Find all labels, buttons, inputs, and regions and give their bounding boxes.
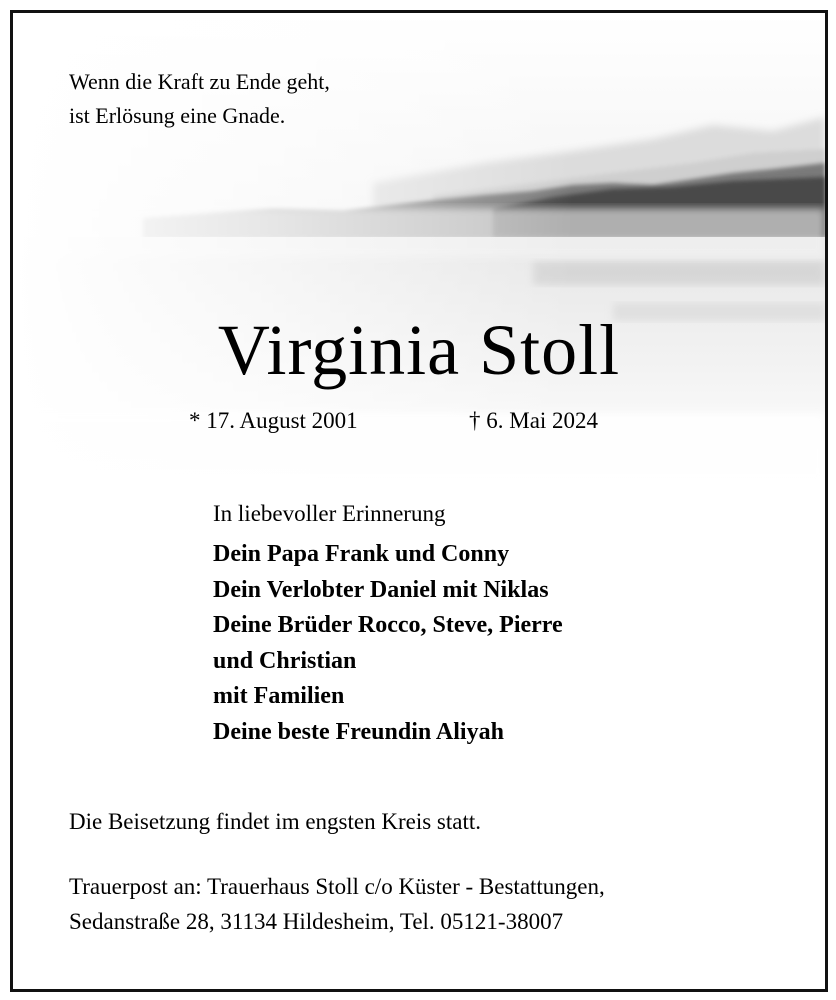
obituary-frame: [10, 10, 828, 992]
mourner-line: Deine Brüder Rocco, Steve, Pierre: [213, 612, 563, 638]
condolence-address: [69, 869, 605, 939]
birth-date: * 17. August 2001: [189, 408, 358, 433]
memorial-quote: [69, 65, 330, 133]
funeral-note: Die Beisetzung findet im engsten Kreis statt.: [69, 809, 481, 834]
quote-line-1: Wenn die Kraft zu Ende geht,: [69, 69, 330, 94]
death-date: † 6. Mai 2024: [469, 408, 599, 433]
mourner-line: und Christian: [213, 647, 357, 674]
mourner-line: mit Familien: [213, 683, 345, 709]
address-line-2: Sedanstraße 28, 31134 Hildesheim, Tel. 05121-38007: [69, 909, 564, 934]
mourners-block: [213, 497, 563, 750]
deceased-name: Virginia Stoll: [217, 310, 621, 390]
mourner-line: Dein Papa Frank und Conny: [213, 541, 510, 567]
mourner-line: Dein Verlobter Daniel mit Niklas: [213, 576, 549, 603]
quote-line-2: ist Erlösung eine Gnade.: [69, 103, 286, 128]
mourners-intro: In liebevoller Erinnerung: [213, 501, 446, 526]
mourner-line: Deine beste Freundin Aliyah: [213, 718, 504, 745]
address-line-1: Trauerpost an: Trauerhaus Stoll c/o Küster - Bestattungen,: [69, 874, 605, 899]
